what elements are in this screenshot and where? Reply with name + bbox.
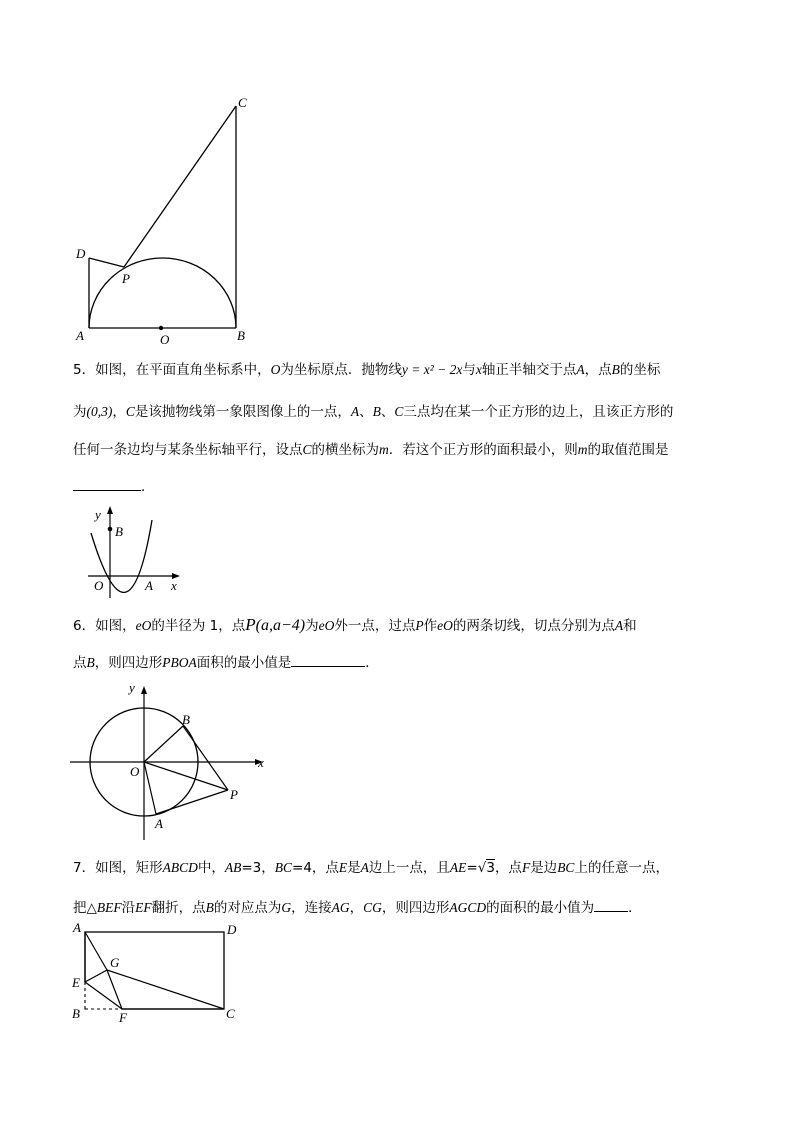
q7-var: CG <box>363 900 382 915</box>
q5-text: 的横坐标为 <box>311 442 380 458</box>
label-b: B <box>115 524 123 539</box>
q5-text: ． <box>141 479 155 495</box>
q5-text: 轴正半轴交于点 <box>481 362 577 378</box>
segment-gc <box>107 970 224 1009</box>
figure-q4-semicircle <box>60 90 270 350</box>
circle-symbol: e <box>437 618 444 633</box>
label-a: A <box>155 816 163 831</box>
q5-line-3 <box>73 440 669 460</box>
q5-text: 的取值范围是 <box>587 442 669 458</box>
q5-text: ．若这个正方形的面积最小，则 <box>388 442 578 458</box>
answer-blank[interactable] <box>291 652 365 667</box>
q7-line-2 <box>73 897 642 918</box>
q6-var: O <box>324 618 335 633</box>
q6-var: O <box>443 618 453 633</box>
q7-var: F <box>521 860 531 875</box>
q5-text: 任何一条边均与某条坐标轴平行，设点 <box>73 442 303 458</box>
q6-text: 为 <box>305 618 319 634</box>
tangent-pa <box>156 790 228 814</box>
q6-var: P <box>245 615 256 634</box>
q6-text: 和 <box>623 618 637 634</box>
q5-var: C <box>302 442 312 457</box>
y-axis-arrow <box>107 506 113 514</box>
q5-text: 是该抛物线第一象限图像上的一点， <box>134 404 351 420</box>
q5-text: ，点 <box>584 362 612 378</box>
figure-q6-circle-tangents <box>68 678 273 843</box>
label-a: A <box>145 578 153 593</box>
q7-var: BC <box>557 860 575 875</box>
q6-text: 作 <box>423 618 438 634</box>
label-o: O <box>130 764 140 779</box>
q5-var: m <box>379 442 389 457</box>
label-d: D <box>227 922 237 937</box>
q7-var: AG <box>331 900 350 915</box>
q5-text: ， <box>112 404 126 420</box>
q6-line-2 <box>73 652 379 673</box>
q5-var: A <box>350 404 360 419</box>
q7-text: =4，点 <box>292 860 339 876</box>
q7-text: 的对应点为 <box>213 900 282 916</box>
q6-text: 6．如图， <box>73 618 136 634</box>
label-c: C <box>238 95 247 110</box>
q7-var: BEF <box>96 900 122 915</box>
label-a: A <box>73 920 81 935</box>
q6-var: PBOA <box>162 655 197 670</box>
label-y: y <box>95 507 101 522</box>
semicircle-arc <box>89 258 236 328</box>
segment-oa <box>144 762 156 814</box>
q5-text: 与 <box>462 362 476 378</box>
q7-var: G <box>281 900 292 915</box>
q7-text: 7．如图，矩形 <box>73 860 163 876</box>
label-b: B <box>182 712 190 727</box>
segment-ag <box>85 932 107 970</box>
q7-text: 是 <box>347 860 361 876</box>
label-g: G <box>110 955 120 970</box>
q7-text: 把△ <box>73 900 97 916</box>
q5-var: m <box>577 442 588 457</box>
point-b <box>108 527 113 532</box>
q6-line-1 <box>73 615 637 636</box>
q7-text: 中， <box>197 860 225 876</box>
q5-var: O <box>270 362 281 377</box>
q5-coord: (0,3) <box>86 404 113 419</box>
q7-text: ． <box>628 900 642 916</box>
label-x: x <box>171 578 177 593</box>
label-o: O <box>94 578 104 593</box>
q7-var: A <box>360 860 369 875</box>
q6-var: B <box>86 655 95 670</box>
label-b: B <box>237 328 245 343</box>
q7-text: =3， <box>241 860 275 876</box>
label-p: P <box>230 787 238 802</box>
q7-text: 上的任意一点， <box>574 860 669 876</box>
q7-var: AE <box>449 860 467 875</box>
q5-text: 为 <box>73 404 87 420</box>
q5-text: 、 <box>380 404 395 420</box>
answer-blank[interactable] <box>73 476 141 491</box>
segment-eg <box>85 970 107 982</box>
q7-line-1 <box>73 858 669 878</box>
sqrt-symbol: √ <box>477 860 487 876</box>
tangent-pb <box>183 726 228 790</box>
label-y: y <box>129 680 135 695</box>
q7-text: ，点 <box>494 860 522 876</box>
label-c: C <box>226 1006 235 1021</box>
q5-var: C <box>394 404 404 419</box>
label-a: A <box>76 328 84 343</box>
q7-text: 边上一点，且 <box>368 860 450 876</box>
q6-text: 面积的最小值是 <box>196 655 292 671</box>
segment-pc <box>124 106 236 267</box>
q5-answer-line <box>73 476 155 497</box>
q5-var: B <box>611 362 620 377</box>
q7-text: ，连接 <box>291 900 332 916</box>
figure-q7-rectangle <box>68 918 248 1028</box>
q5-var: C <box>125 404 135 419</box>
sqrt-value: 3 <box>486 860 495 876</box>
label-x: x <box>258 755 264 770</box>
q6-text: 点 <box>73 655 87 671</box>
q7-text: ， <box>349 900 364 916</box>
segment-ob <box>144 726 183 762</box>
q6-text: 外一点，过点 <box>334 618 416 634</box>
q7-var: EF <box>135 900 152 915</box>
q5-var: x <box>475 362 482 377</box>
figure-q5-parabola <box>82 500 192 600</box>
q7-text: ，则四边形 <box>381 900 450 916</box>
q7-var: B <box>205 900 214 915</box>
q7-var: AB <box>224 860 242 875</box>
q7-var: BC <box>274 860 293 875</box>
q7-text: 是边 <box>530 860 558 876</box>
q7-var: AGCD <box>449 900 487 915</box>
q5-text: 、 <box>359 404 373 420</box>
label-d: D <box>76 246 86 261</box>
q6-text: 的两条切线，切点分别为点 <box>452 618 615 634</box>
q5-line-1 <box>73 360 660 380</box>
q5-equation: y = x² − 2x <box>401 362 463 377</box>
q6-coord: (a,a−4) <box>255 617 306 634</box>
q6-var: A <box>614 618 624 633</box>
segment-dp <box>89 258 124 267</box>
answer-blank[interactable] <box>594 897 628 912</box>
q5-text: 三点均在某一个正方形的边上，且该正方形的 <box>403 404 674 420</box>
q5-var: B <box>372 404 381 419</box>
label-b: B <box>72 1006 80 1021</box>
q7-var: E <box>338 860 348 875</box>
q6-var: O <box>141 618 152 633</box>
label-o: O <box>160 332 170 347</box>
q6-text: ． <box>365 655 379 671</box>
circle-symbol: e <box>318 618 325 633</box>
q6-text: 的半径为 1，点 <box>151 618 246 634</box>
q5-text: 的坐标 <box>619 362 661 378</box>
q5-line-2 <box>73 402 673 422</box>
center-point-o <box>159 326 163 330</box>
q5-text: 5．如图，在平面直角坐标系中， <box>73 362 271 378</box>
q5-var: A <box>576 362 585 377</box>
q7-text: 沿 <box>121 900 136 916</box>
segment-op <box>144 762 228 790</box>
q7-text: 的面积的最小值为 <box>486 900 595 916</box>
label-e: E <box>72 975 80 990</box>
q7-text: = <box>466 860 478 876</box>
q5-text: 为坐标原点．抛物线 <box>280 362 402 378</box>
q7-var: ABCD <box>162 860 198 875</box>
circle-symbol: e <box>135 618 142 633</box>
q7-text: 翻折，点 <box>151 900 206 916</box>
label-f: F <box>119 1010 127 1025</box>
y-axis-arrow <box>141 686 147 694</box>
q6-var: P <box>415 618 424 633</box>
q6-text: ，则四边形 <box>94 655 163 671</box>
label-p: P <box>122 271 130 286</box>
